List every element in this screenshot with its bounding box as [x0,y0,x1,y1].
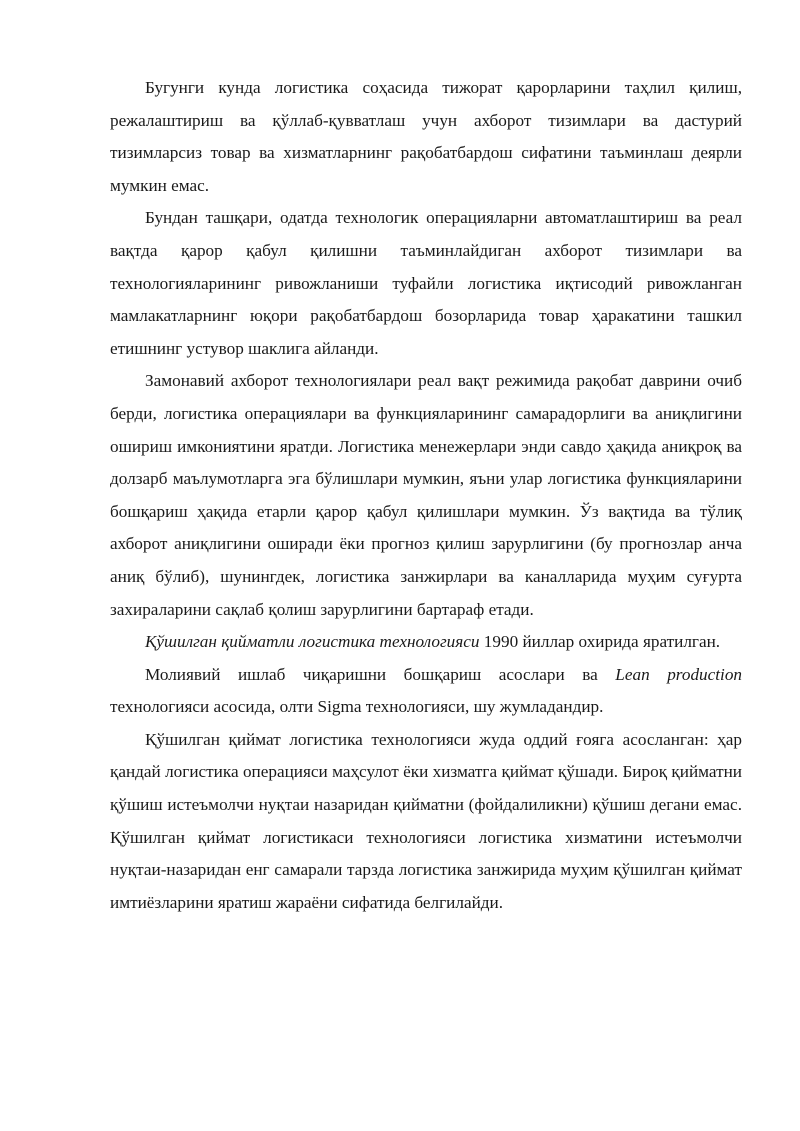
paragraph-1: Бугунги кунда логистика соҳасида тижорат қарорларини таҳлил қилиш, режалаштириш ва қўллаб-қувватлаш учун ахборот тизимлари ва дастурий тизимларсиз товар ва хизматларнинг рақобатбардош сифатини таъминлаш деярли мумкин емас. [110,78,742,195]
paragraph-5-text-a: Молиявий ишлаб чиқаришни бошқариш асослари ва [145,664,616,684]
paragraph-2: Бундан ташқари, одатда технологик операцияларни автоматлаштириш ва реал вақтда қарор қабул қилишни таъминлайдиган ахборот тизимлари ва технологияларининг ривожланиши туфайли логистика иқтисодий ривожланган мамлакатларнинг юқори рақобатбардош бозорларида товар ҳаракатини ташкил етишнинг устувор шаклига айланди. [110,208,742,358]
paragraph-5 [110,659,742,724]
paragraph-4-text: 1990 йиллар охирида яратилган. [479,632,721,652]
paragraph-6: Қўшилган қиймат логистика технологияси жуда оддий ғояга асосланган: ҳар қандай логистика операцияси маҳсулот ёки хизматга қиймат қўшади. Бироқ қийматни қўшиш истеъмолчи нуқтаи назаридан қийматни (фойдалиликни) қўшиш дегани емас. Қўшилган қиймат логистикаси технологияси логистика хизматини истеъмолчи нуқтаи-назаридан енг самарали тарзда логистика занжирида муҳим қўшилган қиймат имтиёзларини яратиш жараёни сифатида белгилайди. [110,729,742,912]
paragraph-5-text-b: технологияси асосида, олти Sigma технологияси, шу жумладандир. [110,697,604,717]
italic-term: Lean production [615,664,743,684]
paragraph-3: Замонавий ахборот технологиялари реал вақт режимида рақобат даврини очиб берди, логистика операциялари ва функцияларининг самарадорлиги ва аниқлигини ошириш имкониятини яратди. Логистика менежерлари энди савдо ҳақида аниқроқ ва долзарб маълумотларга эга бўлишлари мумкин, яъни улар логистика функцияларини бошқариш ҳақида етарли қарор қабул қилишлари мумкин. Ўз вақтида ва тўлиқ ахборот аниқлигини оширади ёки прогноз қилиш зарурлигини (бу прогнозлар анча аниқ бўлиб), шунингдек, логистика занжирлари ва каналларида муҳим суғурта захираларини сақлаб қолиш зарурлигини бартараф етади. [110,371,742,619]
document-page [110,72,742,919]
paragraph-4 [110,626,742,659]
italic-term: Қўшилган қийматли логистика технологияси [145,632,480,652]
